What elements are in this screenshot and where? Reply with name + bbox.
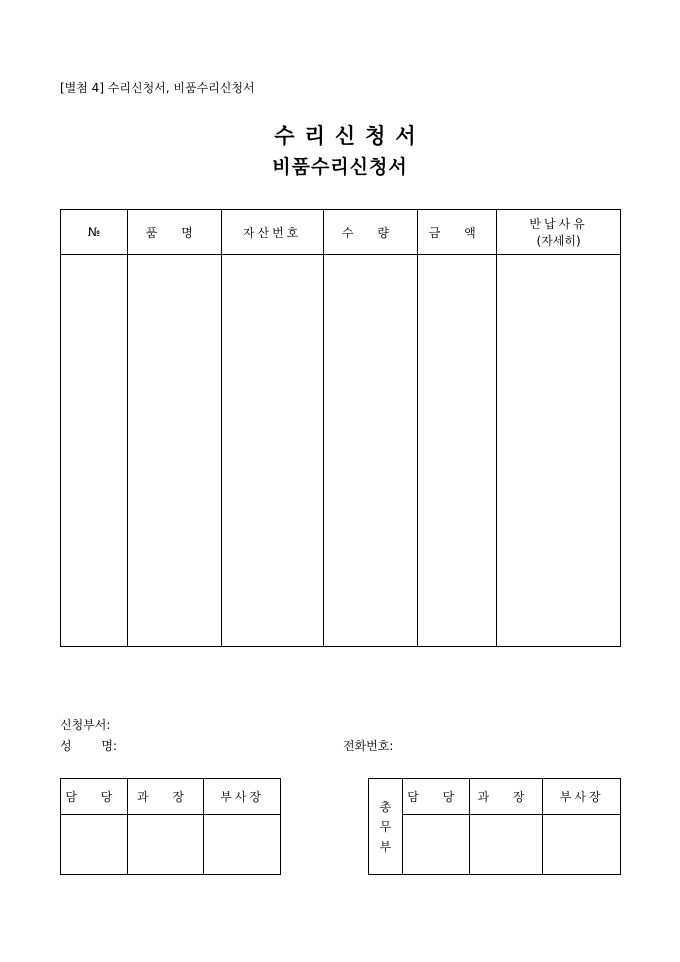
- column-header-number: №: [61, 210, 128, 255]
- repair-items-table: [60, 209, 621, 647]
- table-row: [61, 255, 621, 647]
- name-label: 성 명:: [60, 739, 118, 753]
- column-header-item-name: 품 명: [127, 210, 221, 255]
- form-subtitle: 비품수리신청서: [272, 156, 408, 178]
- return-reason-note: (자세히): [536, 234, 581, 248]
- approval-table-right: [368, 778, 621, 875]
- side-label-char: 총: [379, 799, 392, 814]
- column-header-amount: 금 액: [418, 210, 497, 255]
- approval-header-vice-president: 부사장: [204, 779, 281, 815]
- column-header-quantity: 수 량: [323, 210, 418, 255]
- asset-number-cell[interactable]: [221, 255, 323, 647]
- return-reason-label: 반납사유: [529, 217, 588, 231]
- quantity-cell[interactable]: [323, 255, 418, 647]
- approval-signature-staff[interactable]: [61, 815, 128, 875]
- approval-signature-manager[interactable]: [469, 815, 543, 875]
- department-label: 신청부서:: [60, 718, 111, 732]
- approval-header-vice-president: 부사장: [543, 779, 621, 815]
- approval-signature-staff[interactable]: [402, 815, 469, 875]
- column-header-asset-number: 자산번호: [221, 210, 323, 255]
- amount-cell[interactable]: [418, 255, 497, 647]
- side-label-char: 부: [379, 839, 392, 854]
- column-header-return-reason: [497, 210, 621, 255]
- side-label-char: 무: [379, 819, 392, 834]
- general-affairs-label: [369, 779, 403, 875]
- return-reason-cell[interactable]: [497, 255, 621, 647]
- attachment-label: [별첨 4] 수리신청서, 비품수리신청서: [60, 81, 255, 95]
- item-name-cell[interactable]: [127, 255, 221, 647]
- approval-signature-manager[interactable]: [127, 815, 204, 875]
- approval-header-manager: 과 장: [127, 779, 204, 815]
- table-header-row: [61, 210, 621, 255]
- number-cell[interactable]: [61, 255, 128, 647]
- approval-header-manager: 과 장: [469, 779, 543, 815]
- phone-label: 전화번호:: [343, 739, 394, 753]
- form-title: 수리신청서: [274, 123, 426, 148]
- approval-signature-vice-president[interactable]: [204, 815, 281, 875]
- approval-table-left: [60, 778, 281, 875]
- approval-header-staff: 담 당: [402, 779, 469, 815]
- approval-signature-vice-president[interactable]: [543, 815, 621, 875]
- approval-header-staff: 담 당: [61, 779, 128, 815]
